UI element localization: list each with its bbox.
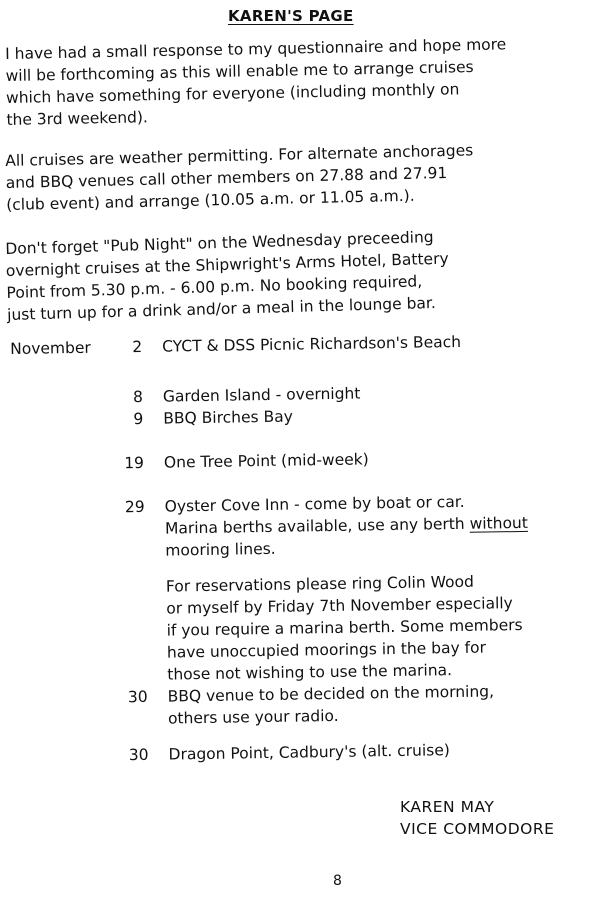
weather-line: All cruises are weather permitting. For alternate anchorages	[5, 141, 474, 170]
event-line: One Tree Point (mid-week)	[163, 450, 369, 472]
pub-night-line: overnight cruises at the Shipwright's Arms Hotel, Battery	[5, 249, 449, 280]
schedule-day: 30	[128, 745, 149, 765]
event-line: mooring lines.	[165, 539, 276, 560]
schedule-event	[168, 739, 450, 765]
pub-night-line: just turn up for a drink and/or a meal in the lounge bar.	[6, 294, 437, 324]
schedule-event	[167, 680, 494, 729]
signature-role: VICE COMMODORE	[400, 820, 555, 838]
schedule-event	[166, 570, 524, 686]
schedule-event	[163, 383, 361, 408]
pub-night-line: Point from 5.30 p.m. - 6.00 p.m. No booking required,	[6, 272, 423, 302]
event-line-text: Marina berths available, use any berth	[164, 514, 470, 538]
schedule-day: 30	[127, 687, 148, 707]
note-line: those not wishing to use the marina.	[167, 661, 453, 684]
event-line: Garden Island - overnight	[162, 384, 361, 406]
schedule-day: 29	[124, 497, 145, 517]
schedule-day: 9	[133, 409, 144, 429]
event-line: Oyster Cove Inn - come by boat or car.	[164, 492, 465, 516]
weather-line: and BBQ venues call other members on 27.88 and 27.91	[5, 163, 448, 192]
page-number: 8	[333, 873, 342, 889]
weather-line: (club event) and arrange (10.05 a.m. or 11.05 a.m.).	[6, 186, 415, 214]
signature-name: KAREN MAY	[400, 798, 495, 816]
schedule-day: 19	[124, 453, 145, 473]
event-line: CYCT & DSS Picnic Richardson's Beach	[162, 332, 462, 356]
note-line: For reservations please ring Colin Wood	[165, 572, 474, 596]
schedule-event	[164, 448, 369, 473]
event-line: BBQ venue to be decided on the morning,	[167, 682, 495, 706]
event-line: others use your radio.	[167, 706, 339, 728]
schedule-event	[163, 406, 293, 430]
page-title: KAREN'S PAGE	[228, 7, 354, 25]
event-line: Dragon Point, Cadbury's (alt. cruise)	[168, 741, 450, 764]
cruise-schedule	[10, 329, 610, 765]
schedule-month: November	[10, 338, 91, 358]
note-line: or myself by Friday 7th November especially	[166, 594, 513, 618]
signature-block	[400, 796, 554, 840]
pub-night-paragraph	[5, 222, 597, 326]
note-line: if you require a marina berth. Some members	[166, 615, 523, 640]
intro-line: which have something for everyone (including monthly on	[5, 80, 460, 107]
intro-line: I have had a small response to my questionnaire and hope more	[5, 35, 507, 63]
intro-line: the 3rd weekend).	[6, 108, 149, 129]
event-line: BBQ Birches Bay	[163, 407, 293, 428]
weather-paragraph	[5, 137, 596, 216]
schedule-day: 2	[132, 337, 143, 357]
note-line: have unoccupied moorings in the bay for	[166, 638, 487, 662]
intro-paragraph	[5, 32, 597, 131]
pub-night-line: Don't forget "Pub Night" on the Wednesday preceeding	[5, 228, 434, 258]
emphasis-text: without	[469, 513, 529, 533]
schedule-event	[164, 490, 528, 562]
schedule-day: 8	[132, 387, 144, 407]
schedule-event	[162, 331, 461, 358]
intro-line: will be forthcoming as this will enable me to arrange cruises	[5, 58, 474, 85]
